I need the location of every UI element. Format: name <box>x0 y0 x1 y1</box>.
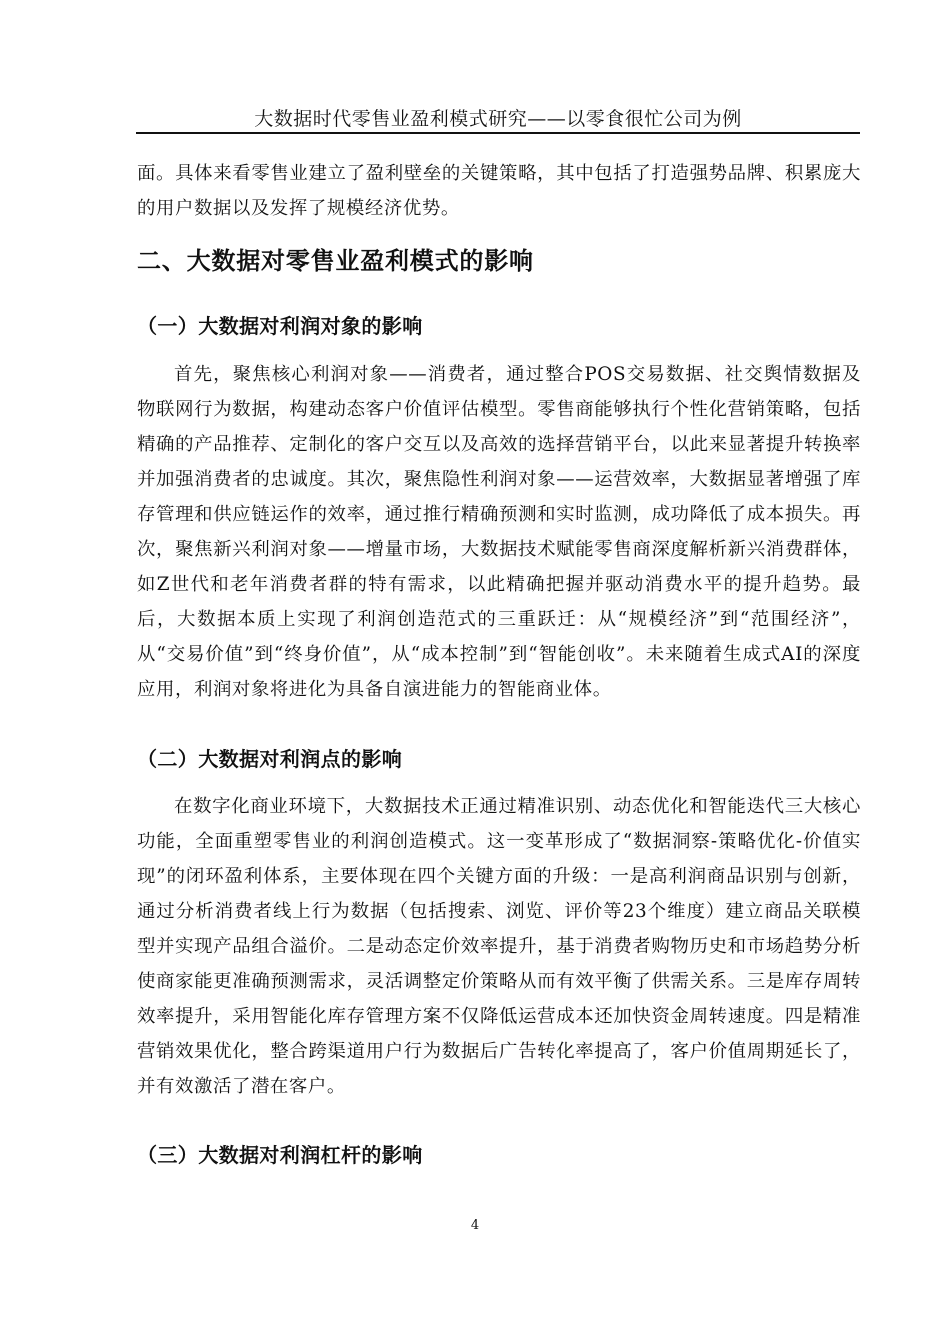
running-header: 大数据时代零售业盈利模式研究——以零食很忙公司为例 <box>254 108 742 130</box>
intro-paragraph-block <box>137 156 861 226</box>
header-rule <box>136 132 860 134</box>
page-number: 4 <box>470 1218 480 1233</box>
subsection-1-body <box>137 357 861 707</box>
section-heading: 二、大数据对零售业盈利模式的影响 <box>137 247 534 275</box>
subsection-2-body <box>137 789 861 1104</box>
subsection-heading-2: （二）大数据对利润点的影响 <box>137 747 403 771</box>
subsection-heading-1: （一）大数据对利润对象的影响 <box>137 314 423 338</box>
subsection-heading-3: （三）大数据对利润杠杆的影响 <box>137 1143 423 1167</box>
subsection-1-paragraph: 首先，聚焦核心利润对象——消费者，通过整合POS交易数据、社交舆情数据及物联网行为数据，构建动态客户价值评估模型。零售商能够执行个性化营销策略，包括精确的产品推荐、定制化的客户交互以及高效的选择营销平台，以此来显著提升转换率并加强消费者的忠诚度。其次，聚焦隐性利润对象——运营效率，大数据显著增强了库存管理和供应链运作的效率，通过推行精确预测和实时监测，成功降低了成本损失。再次，聚焦新兴利润对象——增量市场，大数据技术赋能零售商深度解析新兴消费群体，如Z世代和老年消费者群的特有需求，以此精确把握并驱动消费水平的提升趋势。最后，大数据本质上实现了利润创造范式的三重跃迁：从“规模经济”到“范围经济”，从“交易价值”到“终身价值”，从“成本控制”到“智能创收”。未来随着生成式AI的深度应用，利润对象将进化为具备自演进能力的智能商业体。 <box>137 364 861 700</box>
intro-paragraph: 面。具体来看零售业建立了盈利壁垒的关键策略，其中包括了打造强势品牌、积累庞大的用户数据以及发挥了规模经济优势。 <box>137 163 861 219</box>
subsection-2-paragraph: 在数字化商业环境下，大数据技术正通过精准识别、动态优化和智能迭代三大核心功能，全面重塑零售业的利润创造模式。这一变革形成了“数据洞察-策略优化-价值实现”的闭环盈利体系，主要体现在四个关键方面的升级：一是高利润商品识别与创新，通过分析消费者线上行为数据（包括搜索、浏览、评价等23个维度）建立商品关联模型并实现产品组合溢价。二是动态定价效率提升，基于消费者购物历史和市场趋势分析使商家能更准确预测需求，灵活调整定价策略从而有效平衡了供需关系。三是库存周转效率提升，采用智能化库存管理方案不仅降低运营成本还加快资金周转速度。四是精准营销效果优化，整合跨渠道用户行为数据后广告转化率提高了，客户价值周期延长了，并有效激活了潜在客户。 <box>137 796 861 1097</box>
